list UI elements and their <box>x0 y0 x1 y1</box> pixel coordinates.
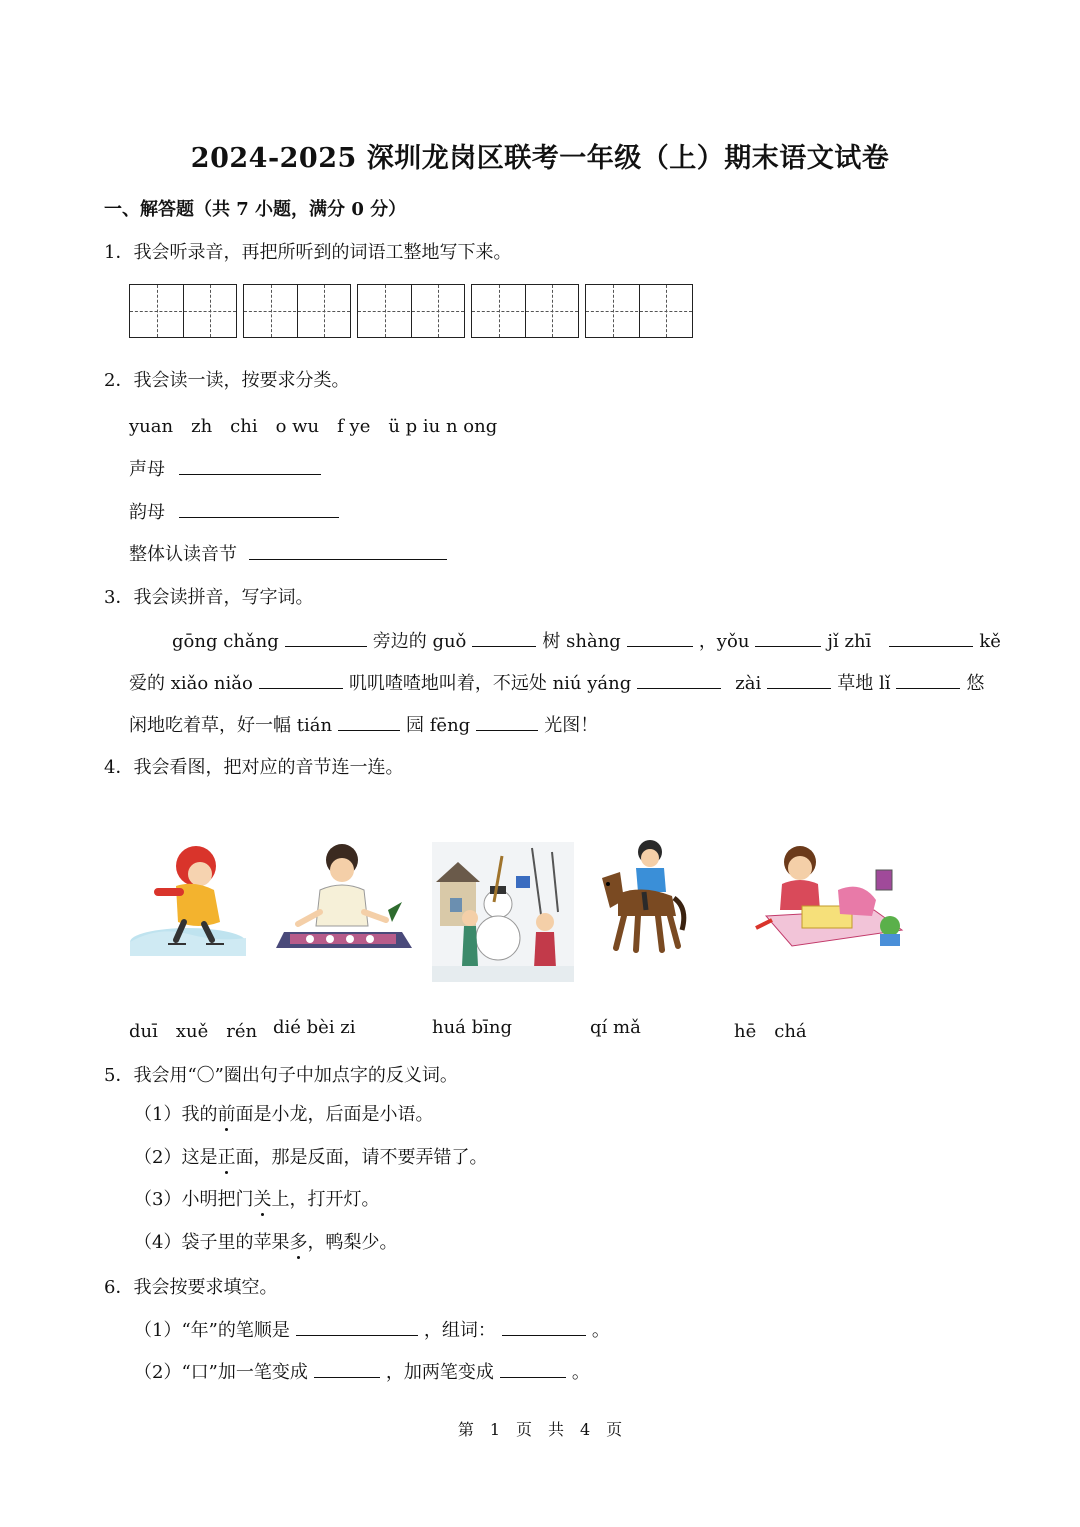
drinking-tea-image[interactable] <box>752 840 912 956</box>
question-2: 2．我会读一读，按要求分类。 <box>104 370 350 391</box>
skating-child-image[interactable] <box>128 838 248 958</box>
q3-text: 光图！ <box>544 715 599 736</box>
syllable-qi-ma[interactable]: qí mǎ <box>590 1017 641 1038</box>
q5-text[interactable]: 面，那是反面，请不要弄错了。 <box>235 1147 488 1168</box>
section-heading: 一、解答题（共 7 小题，满分 0 分） <box>104 199 407 220</box>
q5-text[interactable]: 面是小龙，后面是小语。 <box>235 1104 434 1125</box>
q5-sentence-1 <box>134 1100 433 1126</box>
q3-blank[interactable] <box>259 670 343 689</box>
snowman-image[interactable] <box>432 842 574 982</box>
writing-grid-row <box>129 284 693 338</box>
q5-text[interactable]: ，鸭梨少。 <box>307 1232 398 1253</box>
stroke-order-blank[interactable] <box>296 1317 418 1336</box>
syllable-hua-bing[interactable]: huá bīng <box>432 1017 513 1038</box>
q5-text: （1）我的 <box>134 1104 218 1125</box>
writing-grid-box[interactable] <box>243 284 351 338</box>
q6-part-1 <box>134 1316 610 1342</box>
q3-text: gōng chǎng <box>172 631 279 652</box>
writing-grid-box[interactable] <box>471 284 579 338</box>
pinyin-letters: yuan zh chi o wu f ye ü p iu n ong <box>129 416 498 437</box>
q5-sentence-2 <box>134 1143 487 1169</box>
dotted-char: 关 <box>253 1185 271 1211</box>
q3-text: jǐ zhī <box>827 631 872 652</box>
yunmu-label: 韵母 <box>129 502 165 523</box>
question-4: 4．我会看图，把对应的音节连一连。 <box>104 757 404 778</box>
yunmu-blank[interactable] <box>179 499 339 518</box>
q3-line-1 <box>172 627 1001 653</box>
question-1: 1．我会听录音，再把所听到的词语工整地写下来。 <box>104 242 512 263</box>
q3-text: 爱的 xiǎo niǎo <box>129 673 253 694</box>
horse-riding-image[interactable] <box>592 838 688 956</box>
q5-text: （3）小明把门 <box>134 1189 254 1210</box>
shengmu-label: 声母 <box>129 459 165 480</box>
q3-text: kě <box>979 631 1001 652</box>
q6-text: ，加两笔变成 <box>385 1362 494 1383</box>
q3-line-3 <box>129 711 598 737</box>
q3-line-2 <box>129 669 984 695</box>
q6-part-2 <box>134 1358 590 1384</box>
q3-blank[interactable] <box>627 628 693 647</box>
q3-blank[interactable] <box>767 670 831 689</box>
q6-text: （1）“年”的笔顺是 <box>134 1320 290 1341</box>
zhengti-label: 整体认读音节 <box>129 544 237 565</box>
q5-text[interactable]: 上，打开灯。 <box>271 1189 380 1210</box>
question-3: 3．我会读拼音，写字词。 <box>104 587 314 608</box>
syllable-die-bei-zi[interactable]: dié bèi zi <box>273 1017 356 1038</box>
shengmu-row <box>129 455 327 481</box>
writing-grid-box[interactable] <box>129 284 237 338</box>
syllable-he-cha[interactable]: hē chá <box>734 1021 807 1042</box>
q3-text: ，yǒu <box>698 631 750 652</box>
syllable-dui-xue-ren[interactable]: duī xuě rén <box>129 1021 258 1042</box>
q3-blank[interactable] <box>755 628 821 647</box>
q3-text: 悠 <box>966 673 985 694</box>
two-stroke-blank[interactable] <box>500 1359 566 1378</box>
q3-blank[interactable] <box>472 628 536 647</box>
q5-sentence-4 <box>134 1228 397 1254</box>
q3-blank[interactable] <box>889 628 973 647</box>
q5-text: （2）这是 <box>134 1147 218 1168</box>
q3-blank[interactable] <box>896 670 960 689</box>
q5-text: （4）袋子里的苹果 <box>134 1232 290 1253</box>
q3-text: 闲地吃着草，好一幅 tián <box>129 715 333 736</box>
page-footer: 第 1 页 共 4 页 <box>457 1420 623 1439</box>
q3-text: 园 fēng <box>406 715 471 736</box>
q6-text: ，组词： <box>423 1320 496 1341</box>
q3-text: 树 shàng <box>542 631 621 652</box>
question-5: 5．我会用“〇”圈出句子中加点字的反义词。 <box>104 1065 458 1086</box>
q3-blank[interactable] <box>637 670 721 689</box>
writing-grid-box[interactable] <box>585 284 693 338</box>
zhengti-blank[interactable] <box>249 541 447 560</box>
q6-text: 。 <box>571 1362 590 1383</box>
q3-blank[interactable] <box>476 712 538 731</box>
q3-text: 旁边的 guǒ <box>372 631 467 652</box>
dotted-char: 正 <box>217 1143 235 1169</box>
word-blank[interactable] <box>502 1317 586 1336</box>
q6-text: （2）“口”加一笔变成 <box>134 1362 308 1383</box>
dotted-char: 多 <box>289 1228 307 1254</box>
shengmu-blank[interactable] <box>179 456 321 475</box>
q5-sentence-3 <box>134 1185 379 1211</box>
q3-blank[interactable] <box>285 628 367 647</box>
writing-grid-box[interactable] <box>357 284 465 338</box>
q6-text: 。 <box>591 1320 610 1341</box>
q3-blank[interactable] <box>338 712 400 731</box>
one-stroke-blank[interactable] <box>314 1359 380 1378</box>
dotted-char: 前 <box>217 1100 235 1126</box>
q3-text: 叽叽喳喳地叫着，不远处 niú yáng <box>348 673 632 694</box>
zhengti-row <box>129 540 453 566</box>
q3-text: 草地 lǐ <box>837 673 891 694</box>
exam-title: 2024-2025 深圳龙岗区联考一年级（上）期末语文试卷 <box>190 143 890 174</box>
question-6: 6．我会按要求填空。 <box>104 1277 278 1298</box>
yunmu-row <box>129 498 345 524</box>
q3-text: zài <box>735 673 762 694</box>
folding-quilt-image[interactable] <box>276 840 412 956</box>
